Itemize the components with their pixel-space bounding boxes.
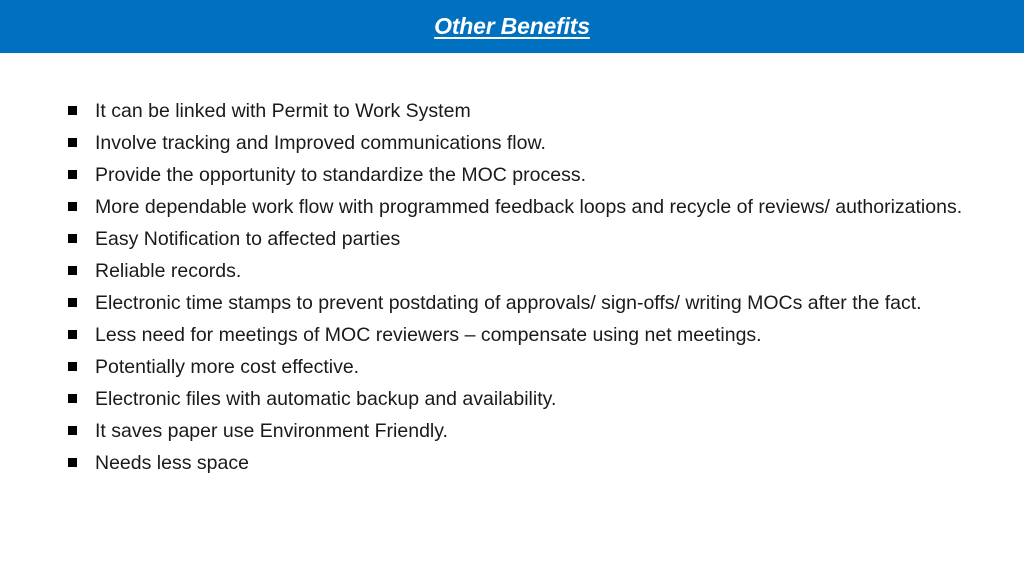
list-item (65, 255, 995, 287)
bullet-text: Electronic time stamps to prevent postdating of approvals/ sign-offs/ writing MOCs after the fact. (95, 292, 922, 314)
list-item (65, 351, 995, 383)
square-bullet-icon (68, 170, 77, 179)
list-item (65, 415, 995, 447)
bullet-text: Less need for meetings of MOC reviewers – compensate using net meetings. (95, 324, 762, 346)
square-bullet-icon (68, 202, 77, 211)
bullet-text: Involve tracking and Improved communications flow. (95, 132, 546, 154)
square-bullet-icon (68, 426, 77, 435)
bullet-text: Potentially more cost effective. (95, 356, 360, 378)
list-item (65, 319, 995, 351)
bullet-text: Provide the opportunity to standardize the MOC process. (95, 164, 587, 186)
list-item (65, 191, 995, 223)
bullet-text: More dependable work flow with programmed feedback loops and recycle of reviews/ authorizations. (95, 196, 963, 218)
bullet-text: It saves paper use Environment Friendly. (95, 420, 448, 442)
square-bullet-icon (68, 394, 77, 403)
bullet-text: Electronic files with automatic backup and availability. (95, 388, 557, 410)
list-item (65, 383, 995, 415)
bullet-text: Reliable records. (95, 260, 242, 282)
square-bullet-icon (68, 234, 77, 243)
list-item (65, 287, 995, 319)
square-bullet-icon (68, 330, 77, 339)
square-bullet-icon (68, 298, 77, 307)
list-item (65, 95, 995, 127)
list-item (65, 223, 995, 255)
bullet-text: Easy Notification to affected parties (95, 228, 401, 250)
square-bullet-icon (68, 266, 77, 275)
square-bullet-icon (68, 106, 77, 115)
page-title: Other Benefits (434, 13, 590, 39)
square-bullet-icon (68, 138, 77, 147)
bullet-text: It can be linked with Permit to Work System (95, 100, 471, 122)
bullet-list (65, 95, 995, 479)
bullet-text: Needs less space (95, 452, 249, 474)
list-item (65, 447, 995, 479)
square-bullet-icon (68, 458, 77, 467)
list-item (65, 127, 995, 159)
list-item (65, 159, 995, 191)
square-bullet-icon (68, 362, 77, 371)
